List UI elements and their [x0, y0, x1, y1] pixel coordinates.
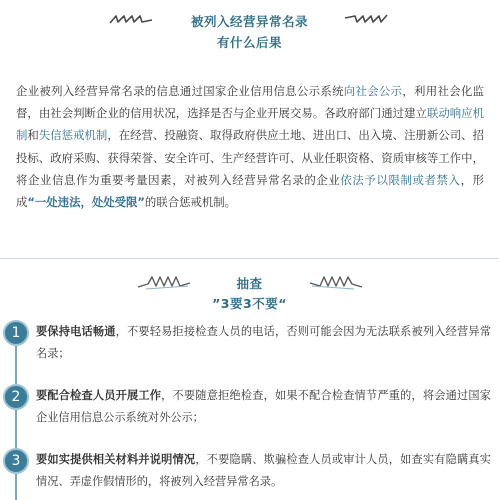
rule-number-badge-2: 2 [3, 384, 29, 410]
rule-bold-2: 要配合检查人员开展工作 [36, 389, 162, 402]
rule-item-3 [36, 449, 491, 493]
rule-item-2 [36, 385, 491, 429]
section-title-line1: 抽查 [236, 276, 263, 291]
intro-highlight-public: 向社会公示 [343, 84, 403, 98]
section-title-line2: ”3要3不要“ [212, 296, 287, 311]
rule-item-1 [36, 321, 491, 365]
rule-connector-1 [15, 344, 17, 384]
header-title-line1: 被列入经营异常名录 [190, 14, 308, 29]
rule-text-1: ，不要轻易拒接检查人员的电话，否则可能会因为无法联系被列入经营异常名录； [36, 325, 491, 360]
intro-text-4: ，在经营、投融资、取得政府供应土地、进出口、出入境、注册新公司、招投标、政府采购、获得荣誉、安全许可、生产经营许可、从业任职资格、资质审核等工作中，将企业信息作为重要考量因素，对被列入经营异常名录的企业 [16, 128, 484, 187]
rule-number-badge-1: 1 [3, 320, 29, 346]
intro-highlight-linkage: 联动响应机制 [16, 106, 484, 143]
rule-bold-3: 要如实提供相关材料并说明情况 [36, 453, 196, 466]
section-divider [0, 258, 499, 259]
intro-paragraph [16, 80, 484, 213]
rule-connector-2 [15, 408, 17, 448]
intro-text-3: 和 [27, 128, 39, 143]
rule-bold-1: 要保持电话畅通 [36, 325, 116, 338]
intro-text-6: 的联合惩戒机制。 [144, 195, 237, 210]
header-title-line2: 有什么后果 [216, 35, 282, 50]
intro-highlight-slogan: “一处违法，处处受限” [27, 195, 145, 210]
rule-connector-3 [15, 472, 17, 500]
intro-text-1: 企业被列入经营异常名录的信息通过国家企业信用信息公示系统 [16, 84, 344, 98]
rule-text-3: ，不要隐瞒、欺骗检查人员或审计人员，如查实有隐瞒真实情况、弄虚作假情形的，将被列入经营异常名录。 [36, 453, 491, 488]
rule-number-badge-3: 3 [3, 448, 29, 474]
intro-text-2: ，利用社会化监督，由社会判断企业的信用状况，选择是否与企业开展交易。各政府部门通过建立 [16, 84, 484, 121]
rule-text-2: ，不要随意拒绝检查，如果不配合检查情节严重的，将会通过国家企业信用信息公示系统对外公示； [36, 389, 491, 424]
intro-highlight-discipline: 失信惩戒机制 [38, 128, 108, 143]
intro-text-5: ，形成 [16, 172, 484, 210]
intro-highlight-restrict: 依法予以限制或者禁入 [340, 172, 461, 187]
